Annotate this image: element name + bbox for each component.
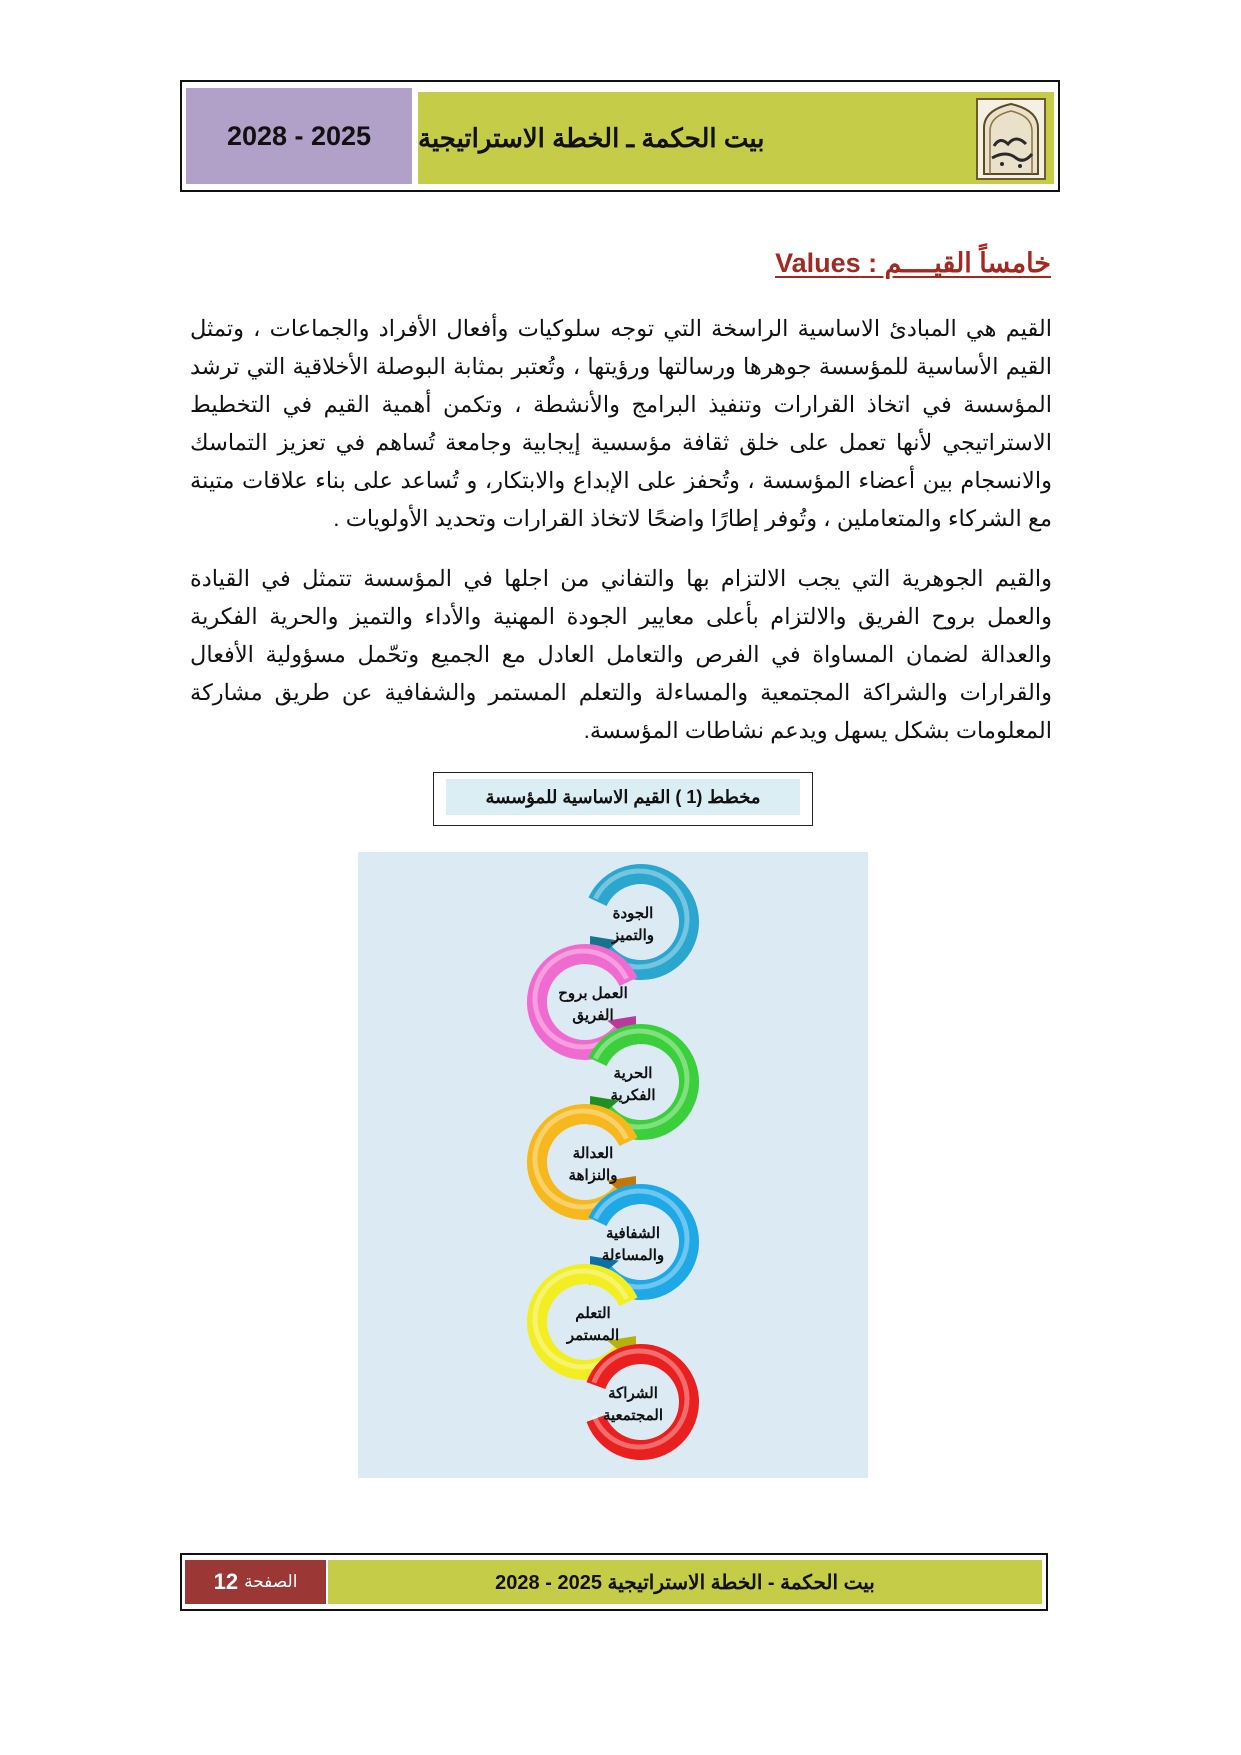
section-title: خامساً القيــــم : Values — [775, 248, 1051, 278]
value-label-3-1: الحرية — [613, 1065, 653, 1082]
page-label: الصفحة — [244, 1572, 298, 1591]
page-number: 12 — [213, 1569, 239, 1594]
value-label-6-1: التعلم — [575, 1305, 611, 1322]
value-label-1-2: والتميز — [612, 927, 654, 944]
value-label-7-2: المجتمعية — [602, 1407, 664, 1424]
figure-caption: مخطط (1 ) القيم الاساسية للمؤسسة — [446, 779, 800, 815]
values-diagram — [358, 852, 868, 1478]
page-footer — [180, 1553, 1048, 1611]
value-label-5-1: الشفافية — [605, 1225, 661, 1242]
values-diagram-svg — [358, 852, 868, 1478]
value-label-4-1: العدالة — [572, 1145, 614, 1162]
value-label-2-2: الفريق — [572, 1007, 614, 1024]
value-item-7 — [594, 1351, 689, 1450]
value-label-5-2: والمساءلة — [601, 1247, 665, 1264]
paragraph-values-intro: القيم هي المبادئ الاساسية الراسخة التي توجه سلوكيات وأفعال الأفراد والجماعات ، وتمثل القيم الأساسية للمؤسسة جوهرها ورسالتها ورؤيتها ، وتُعتبر بمثابة البوصلة الأخلاقية التي ترشد المؤسسة في اتخاذ القرارات وتنفيذ البرامج والأنشطة ، وتكمن أهمية القيم في التخطيط الاستراتيجي لأنها تعمل على خلق ثقافة مؤسسية إيجابية وجامعة تُساهم في تعزيز التماسك والانسجام بين أعضاء المؤسسة ، وتُحفز على الإبداع والابتكار، و تُساعد على بناء علاقات متينة مع الشركاء والمتعاملين ، وتُوفر إطارًا واضحًا لاتخاذ القرارات وتحديد الأولويات . — [190, 316, 1053, 531]
value-label-1-1: الجودة — [612, 905, 654, 922]
paragraph-core-values: والقيم الجوهرية التي يجب الالتزام بها والتفاني من اجلها في المؤسسة تتمثل في القيادة والعمل بروح الفريق والالتزام بأعلى معايير الجودة المهنية والأداء والتميز والحرية الفكرية والعدالة لضمان المساواة في الفرص والتعامل العادل مع الجميع وتحّمل مسؤولية الأفعال والقرارات والشراكة المجتمعية والمساءلة والتعلم المستمر والشفافية عن طريق مشاركة المعلومات بشكل يسهل ويدعم نشاطات المؤسسة. — [190, 566, 1052, 743]
header-years: 2028 - 2025 — [186, 88, 412, 184]
header-title: بيت الحكمة ـ الخطة الاستراتيجية — [418, 92, 1054, 184]
figure-caption-box — [433, 772, 813, 826]
footer-title: بيت الحكمة - الخطة الاستراتيجية 2025 - 2028 — [328, 1560, 1042, 1604]
value-label-2-1: العمل بروح — [558, 985, 628, 1002]
value-label-7-1: الشراكة — [608, 1385, 658, 1402]
value-label-4-2: والنزاهة — [568, 1167, 618, 1184]
value-label-6-2: المستمر — [566, 1327, 620, 1344]
bayt-al-hikma-logo-icon — [976, 98, 1046, 180]
value-label-3-2: الفكرية — [610, 1087, 656, 1104]
page-header — [180, 80, 1060, 192]
page-number-box — [185, 1560, 326, 1604]
